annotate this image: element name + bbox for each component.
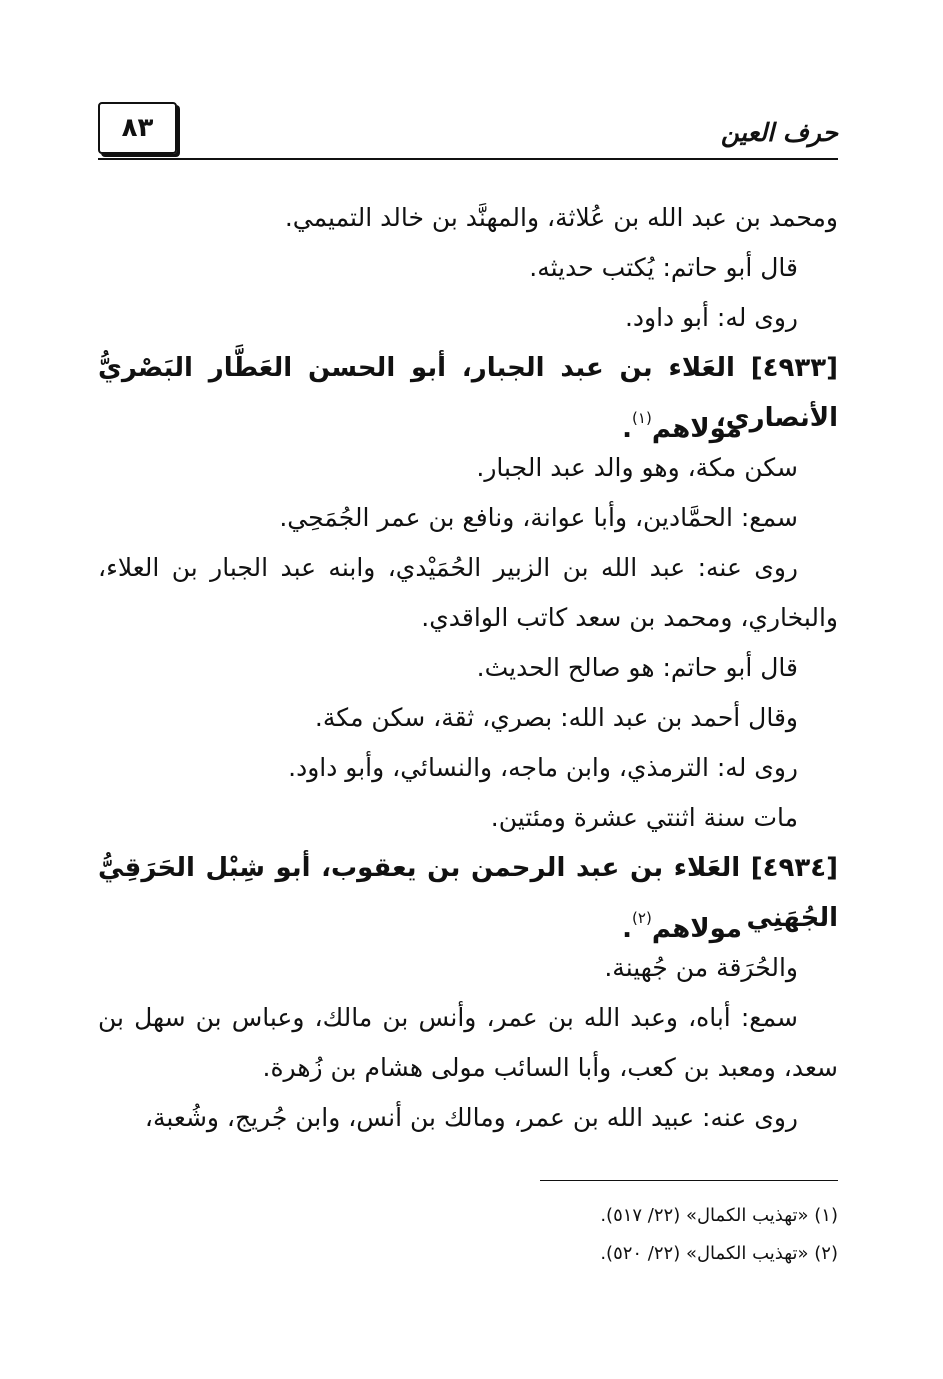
footnote-ref-2: (٢): [632, 909, 652, 927]
body-text: [98, 193, 838, 1143]
page-number-box: [98, 102, 177, 154]
mawlahum-text: مولاهم: [651, 914, 742, 944]
period: .: [622, 914, 633, 944]
footnote-ref-1: (١): [632, 409, 652, 427]
text-line: والحُرَقة من جُهينة.: [604, 953, 798, 982]
period: .: [622, 414, 633, 444]
header-rule: [98, 158, 838, 160]
page-header: [98, 100, 838, 162]
text-line: روى له: أبو داود.: [624, 303, 798, 332]
text-line: سمع: أباه، وعبد الله بن عمر، وأنس بن مالك، وعباس بن سهل بن: [98, 1003, 798, 1032]
text-line: مات سنة اثنتي عشرة ومئتين.: [490, 803, 798, 832]
running-title: حرف العين: [720, 118, 838, 147]
text-line: روى عنه: عبيد الله بن عمر، ومالك بن أنس، وابن جُريج، وشُعبة،: [144, 1103, 798, 1132]
page-number: ٨٣: [121, 113, 154, 143]
text-line: سكن مكة، وهو والد عبد الجبار.: [476, 453, 798, 482]
entry-heading-4933: [٤٩٣٣] العَلاء بن عبد الجبار، أبو الحسن العَطَّار البَصْريُّ الأنصاري،: [98, 353, 838, 433]
text-line: روى له: الترمذي، وابن ماجه، والنسائي، وأبو داود.: [288, 753, 798, 782]
footnotes: [98, 1197, 838, 1273]
mawlahum-text: مولاهم: [651, 414, 742, 444]
footnote-2: (٢) «تهذيب الكمال» (٢٢/ ٥٢٠).: [600, 1243, 838, 1264]
footnote-1: (١) «تهذيب الكمال» (٢٢/ ٥١٧).: [600, 1205, 838, 1226]
text-line: قال أبو حاتم: يُكتب حديثه.: [529, 253, 798, 282]
text-line: سعد، ومعبد بن كعب، وأبا السائب مولى هشام بن زُهرة.: [262, 1053, 838, 1082]
text-line: ومحمد بن عبد الله بن عُلاثة، والمهنَّد بن خالد التميمي.: [284, 203, 838, 232]
text-line: قال أبو حاتم: هو صالح الحديث.: [476, 653, 798, 682]
text-line: وقال أحمد بن عبد الله: بصري، ثقة، سكن مكة.: [314, 703, 798, 732]
text-line: سمع: الحمَّادين، وأبا عوانة، ونافع بن عمر الجُمَحِي.: [279, 503, 798, 532]
text-line: روى عنه: عبد الله بن الزبير الحُمَيْدي، وابنه عبد الجبار بن العلاء،: [98, 553, 798, 582]
text-line: والبخاري، ومحمد بن سعد كاتب الواقدي.: [421, 603, 838, 632]
footnote-separator: [540, 1180, 838, 1181]
entry-heading-4934-cont: [98, 893, 838, 943]
entry-heading-4934: [٤٩٣٤] العَلاء بن عبد الرحمن بن يعقوب، أبو شِبْل الحَرَقِيُّ الجُهَنِي: [98, 853, 838, 933]
entry-heading-4933-cont: [98, 393, 838, 443]
